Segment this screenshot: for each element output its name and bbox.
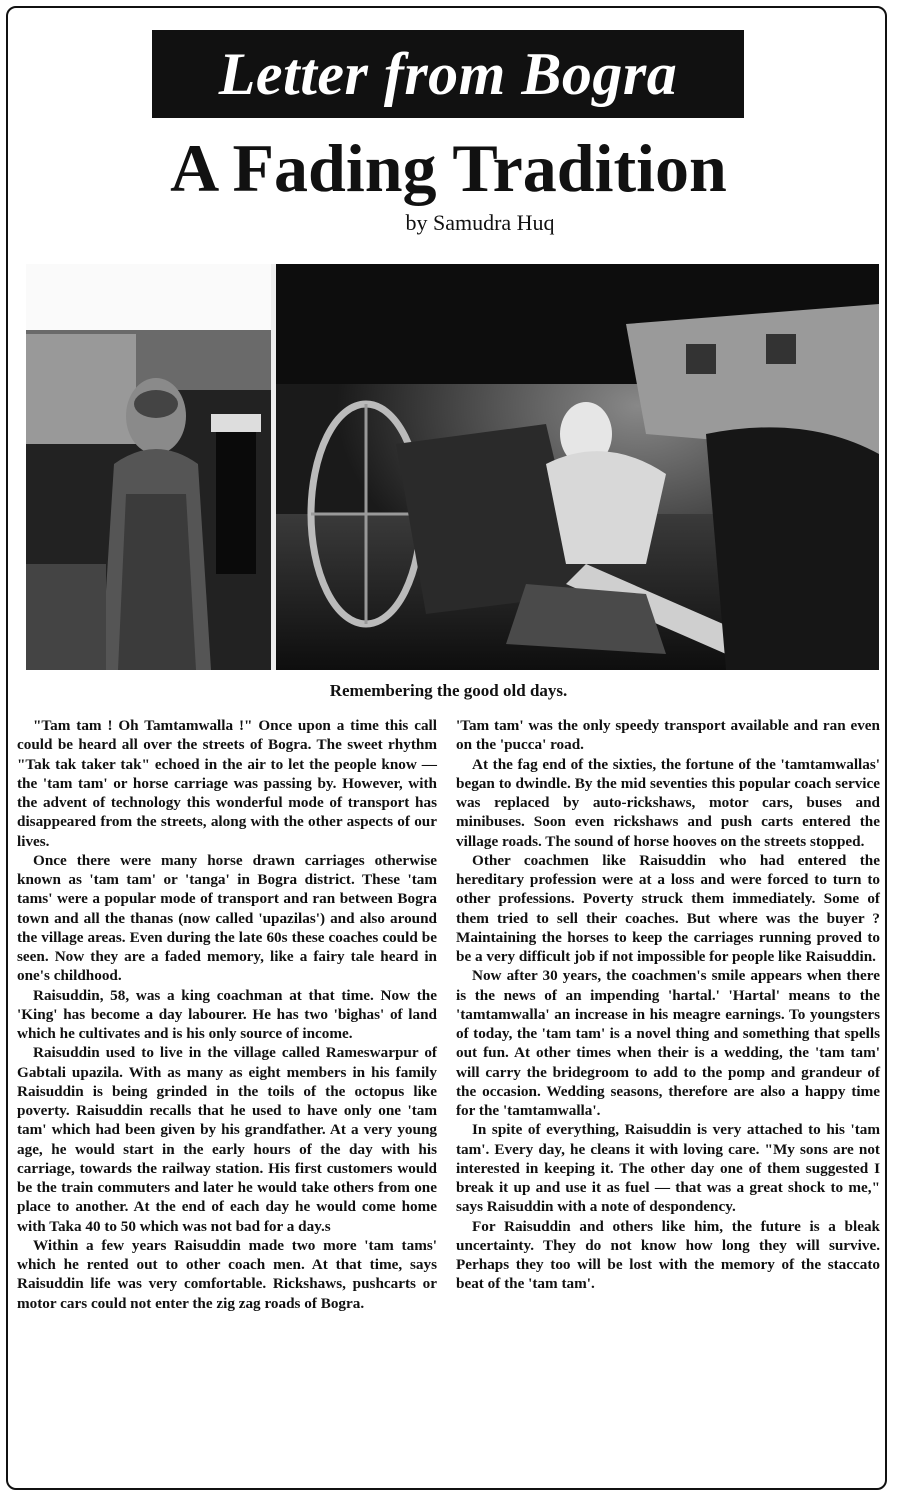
paragraph: In spite of everything, Raisuddin is very attached to his 'tam tam'. Every day, he cleans it with loving care. "My sons are not interested in keeping it. The other day one of them suggested I break it up and use it as fuel — that was a great shock to me," says Raisuddin with a note of despondency. bbox=[456, 1121, 880, 1216]
photo-caption: Remembering the good old days. bbox=[329, 681, 568, 700]
paragraph: At the fag end of the sixties, the fortune of the 'tamtamwallas' began to dwindle. By the mid seventies this popular coach service was replaced by auto-rickshaws, motor cars, buses and minibuses. Soon even rickshaws and push carts entered the village roads. The sound of horse hooves on the streets stopped. bbox=[456, 755, 880, 850]
paragraph: Raisuddin used to live in the village called Rameswarpur of Gabtali upazila. With as many as eight members in his family Raisuddin is being grinded in the toils of the octopus like poverty. Raisuddin recalls that he used to have only one 'tam tam' which had been given by his grandfather. At a very young age, he would start in the early hours of the day with his carriage, towards the railway station. His first customers would be the train commuters and later he would take others from one place to another. At the end of each day he would come home with Taka 40 to 50 which was not bad for a day.s bbox=[17, 1044, 437, 1235]
paragraph: Within a few years Raisuddin made two more 'tam tams' which he rented out to other coach men. At that time, says Raisuddin life was very comfortable. Rickshaws, pushcarts or motor cars could not enter the zig zag roads of Bogra. bbox=[17, 1236, 437, 1312]
banner-title: Letter from Bogra bbox=[218, 40, 678, 107]
byline: by Samudra Huq bbox=[405, 210, 555, 235]
article-column-left bbox=[17, 716, 437, 1313]
paragraph: Raisuddin, 58, was a king coachman at that time. Now the 'King' has become a day labourer. He has two 'bighas' of land which he cultivates and is his only source of income. bbox=[17, 986, 437, 1042]
paragraph: For Raisuddin and others like him, the future is a bleak uncertainty. They do not know how long they will survive. Perhaps they too will be lost with the memory of the staccato beat of the 'tam tam'. bbox=[456, 1217, 880, 1293]
paragraph: Other coachmen like Raisuddin who had entered the hereditary profession were at a loss and were forced to turn to other professions. Poverty struck them immediately. Some of them tried to sell their coaches. But where was the buyer ? Maintaining the horses to keep the carriages running proved to be a very difficult job if not impossible for people like Raisuddin. bbox=[456, 851, 880, 965]
article-photo bbox=[26, 264, 879, 670]
paragraph: "Tam tam ! Oh Tamtamwalla !" Once upon a time this call could be heard all over the streets of Bogra. The sweet rhythm "Tak tak taker tak" echoed in the air to let the people know — the 'tam tam' or horse carriage was passing by. However, with the advent of technology this wonderful mode of transport has disappeared from the streets, along with the other aspects of our lives. bbox=[17, 717, 437, 850]
column-banner bbox=[152, 30, 744, 118]
headline: A Fading Tradition bbox=[170, 130, 727, 206]
paragraph: 'Tam tam' was the only speedy transport available and ran even on the 'pucca' road. bbox=[456, 717, 880, 754]
photo-illustration bbox=[26, 264, 879, 670]
paragraph: Now after 30 years, the coachmen's smile appears when there is the news of an impending 'hartal.' 'Hartal' means to the 'tamtamwalla' an increase in his meagre earnings. To youngsters of today, the 'tam tam' is a novel thing and something that spells out fun. At other times when their is a wedding, the 'tam tam' will carry the bridegroom to add to the pomp and grandeur of the occasion. Wedding seasons, therefore are also a happy time for the 'tamtamwalla'. bbox=[456, 967, 880, 1119]
paragraph: Once there were many horse drawn carriages otherwise known as 'tam tam' or 'tanga' in Bogra district. These 'tam tams' were a popular mode of transport and ran between Bogra town and all the thanas (now called 'upazilas') and also around the village areas. Even during the late 60s these coaches could be seen. Now they are a faded memory, like a fairy tale heard in one's childhood. bbox=[17, 851, 437, 985]
article-column-right bbox=[456, 716, 880, 1294]
